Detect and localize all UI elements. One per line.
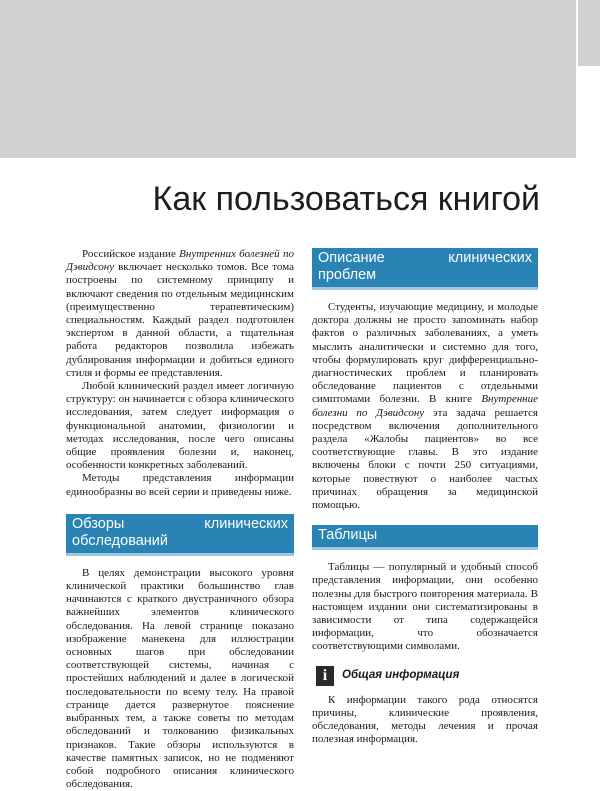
- problems-text-start: Студенты, изучающие медицину, и молодые доктора должны не просто запоминать набор фактов о различных заболеваниях, а уметь мыслить аналитически и системно для того, чтобы формулировать круг дифференциально-диагностических проблем и планировать обследование пациентов с отдельными симптомами болезни. В книге: [312, 301, 538, 406]
- page-edge-tab: [578, 0, 600, 66]
- section-heading-clinical-exam: Обзоры клинических обследований: [66, 514, 294, 556]
- left-column: [66, 248, 294, 791]
- problems-book-title: Внутренние болезни по Дэвидсону: [312, 393, 538, 419]
- page-title: Как пользоваться книгой: [152, 180, 540, 218]
- intro-paragraph-2: Любой клинический раздел имеет логичную структуру: он начинается с обзора клинического исследования, затем следует информация о функциональной анатомии, физиологии и методах исследования, после чего описаны общие проявления болезни и, наконец, особенности конкретных заболеваний.: [66, 380, 294, 472]
- intro-paragraph-3: Методы представления информации единообразны во всей серии и приведены ниже.: [66, 472, 294, 498]
- general-info-label: Общая информация: [342, 669, 460, 682]
- intro-text-end: включает несколько томов. Все тома построены по системному принципу и включают сведения по отдельным медицинским (преимущественно терапевтическим) специальностям. Каждый раздел подготовлен экспертом в данной области, а тщательная работа редакторов позволила избежать дублирования информации и добиться единого стиля и формы ее представления.: [66, 261, 294, 379]
- problems-text-end: эта задача решается посредством включения дополнительного раздела «Жалобы пациентов» во все соответствующие главы. В это издание включены блоки с почти 250 ситуациями, которые повествуют о наиболее частых причинах обращения за медицинской помощью.: [312, 406, 538, 512]
- section-heading-clinical-problems: Описание клинических проблем: [312, 248, 538, 290]
- section-heading-tables: Таблицы: [312, 525, 538, 550]
- general-info-paragraph: К информации такого рода относятся причины, клинические проявления, обследования, методы лечения и прочая полезная информация.: [312, 693, 538, 746]
- intro-text-start: Российское издание: [82, 248, 180, 260]
- clinical-problems-paragraph: [312, 301, 538, 512]
- clinical-exam-paragraph: В целях демонстрации высокого уровня клинической практики большинство глав начинаются с краткого двустраничного обзора важнейших элементов клинического обследования. На левой странице показано изображение манекена для иллюстрации основных шагов при обследовании соответствующей системы, начиная с простейших наблюдений и далее в логической последовательности по всему телу. На правой странице дается развернутое пояснение выбранных тем, а также советы по методам обследований и толкованию физикальных признаков. Такие обзоры используются в качестве памятных записок, но не подменяют собой подробного описания клинического обследования.: [66, 566, 294, 791]
- intro-book-title: Внутренних болезней по Дэвидсону: [66, 248, 294, 274]
- general-info-header: [312, 666, 538, 686]
- intro-paragraph-1: [66, 248, 294, 380]
- info-icon: i: [316, 666, 334, 686]
- top-banner: [0, 0, 576, 158]
- right-column: [312, 248, 538, 746]
- tables-paragraph: Таблицы — популярный и удобный способ представления информации, они особенно полезны для быстрого повторения материала. В настоящем издании они систематизированы в зависимости от типа содержащейся информации, что обозначается соответствующими символами.: [312, 561, 538, 653]
